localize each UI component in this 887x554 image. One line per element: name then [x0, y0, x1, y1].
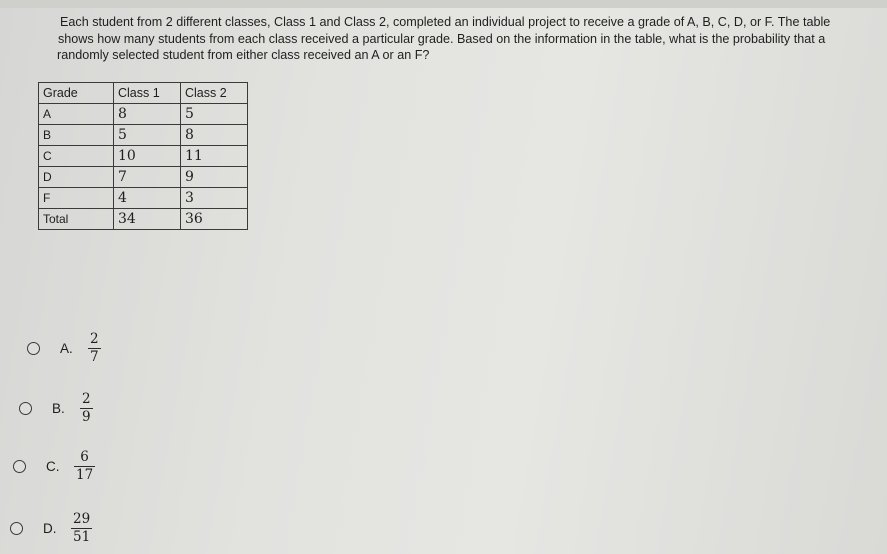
class-2-cell: 8: [181, 125, 248, 146]
grade-cell: D: [39, 167, 114, 188]
radio-button[interactable]: [19, 402, 32, 415]
numerator: 2: [82, 391, 91, 407]
class-2-cell: 9: [181, 167, 248, 188]
denominator: 17: [76, 467, 94, 484]
question-text: [57, 14, 860, 64]
denominator: 7: [90, 349, 99, 366]
question-line: Each student from 2 different classes, Class 1 and Class 2, completed an individual project to receive a grade of A, B, C, D, or F. The table: [60, 15, 831, 29]
radio-button[interactable]: [27, 342, 40, 355]
choice-c[interactable]: [13, 450, 95, 483]
denominator: 9: [82, 409, 91, 426]
numerator: 29: [73, 511, 91, 527]
table-row: [39, 146, 248, 167]
header-grade: Grade: [39, 83, 114, 104]
fraction: [88, 332, 101, 365]
header-class-2: Class 2: [181, 83, 248, 104]
header-class-1: Class 1: [114, 83, 181, 104]
class-1-cell: 34: [114, 209, 181, 230]
table-row: [39, 125, 248, 146]
table-row: [39, 188, 248, 209]
choice-letter: B.: [52, 401, 65, 417]
fraction: [71, 512, 92, 545]
class-2-cell: 36: [181, 209, 248, 230]
table-row-total: [39, 209, 248, 230]
question-line: randomly selected student from either class received an A or an F?: [57, 48, 430, 62]
grade-cell: B: [39, 125, 114, 146]
choice-letter: A.: [60, 341, 73, 357]
class-2-cell: 3: [181, 188, 248, 209]
radio-button[interactable]: [13, 460, 26, 473]
numerator: 2: [90, 331, 99, 347]
choice-letter: D.: [43, 521, 57, 537]
fraction: [74, 450, 95, 483]
table-header-row: [39, 83, 248, 104]
grades-table: [38, 82, 248, 230]
denominator: 51: [73, 529, 91, 546]
choice-letter: C.: [46, 459, 60, 475]
top-bar: [0, 0, 887, 8]
choice-a[interactable]: [27, 332, 101, 365]
class-1-cell: 5: [114, 125, 181, 146]
class-1-cell: 10: [114, 146, 181, 167]
class-1-cell: 4: [114, 188, 181, 209]
class-1-cell: 8: [114, 104, 181, 125]
table-row: [39, 104, 248, 125]
class-1-cell: 7: [114, 167, 181, 188]
radio-button[interactable]: [10, 522, 23, 535]
grade-cell: F: [39, 188, 114, 209]
question-line: shows how many students from each class received a particular grade. Based on the information in the table, what is the probability that a: [58, 31, 826, 46]
class-2-cell: 11: [181, 146, 248, 167]
choice-d[interactable]: [10, 512, 92, 545]
grade-cell: Total: [39, 209, 114, 230]
numerator: 6: [80, 449, 89, 465]
fraction: [80, 392, 93, 425]
grade-cell: A: [39, 104, 114, 125]
choice-b[interactable]: [19, 392, 93, 425]
table-row: [39, 167, 248, 188]
class-2-cell: 5: [181, 104, 248, 125]
grade-cell: C: [39, 146, 114, 167]
